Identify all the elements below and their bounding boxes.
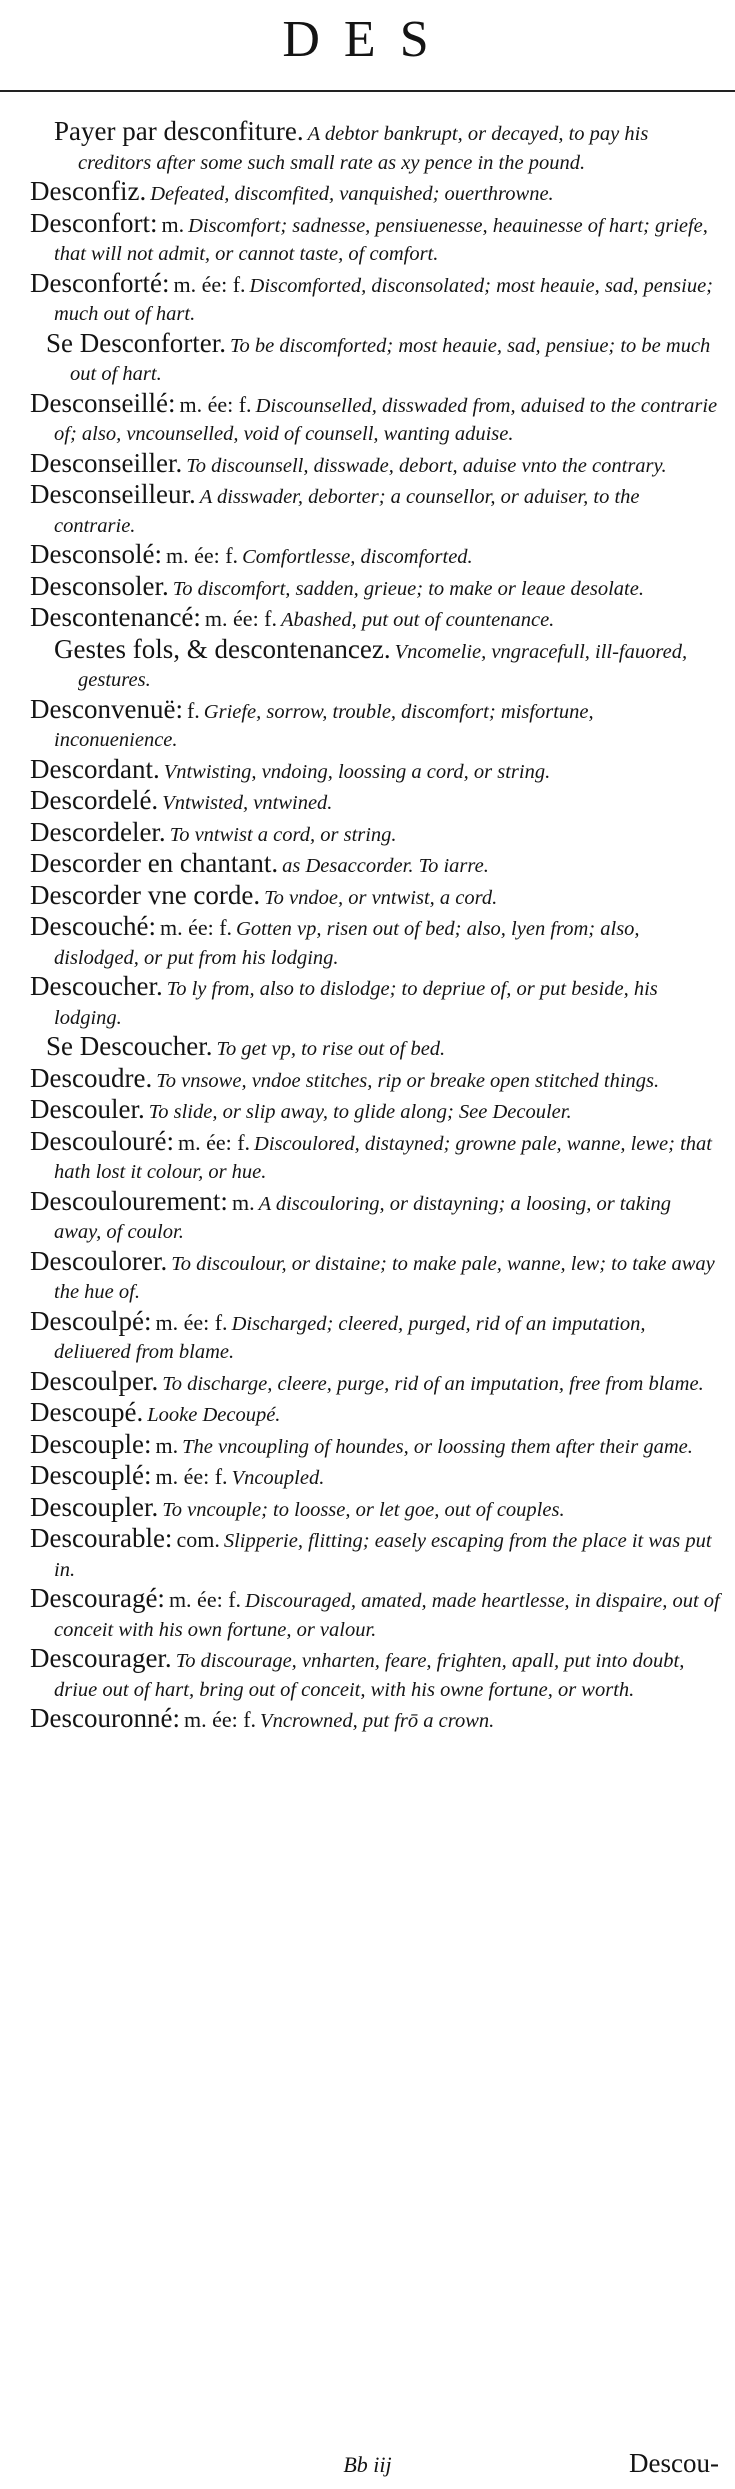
dictionary-entry <box>30 541 720 573</box>
entry-grammar: m. ée: f. <box>183 1707 257 1732</box>
entry-grammar: m. ée: f. <box>168 1587 242 1612</box>
entry-headword: Payer par desconfiture. <box>54 116 304 146</box>
entry-headword: Descouragé: <box>30 1583 165 1613</box>
entry-definition: Discomfort; sadnesse, pensiuenesse, heauinesse of hart; griefe, that will not admit, or cannot taste, of comfort. <box>54 214 708 265</box>
entry-definition: Defeated, discomfited, vanquished; ouerthrowne. <box>150 183 554 205</box>
dictionary-entry <box>30 207 720 270</box>
entry-headword: Desconsoler. <box>30 570 169 601</box>
dictionary-entry <box>30 633 720 696</box>
entry-definition: Discounselled, disswaded from, aduised to the contrarie of; also, vncounselled, void of counsell, wanting aduise. <box>54 394 718 445</box>
catchword: Descou- <box>629 2448 719 2478</box>
entry-headword: Desconfiz. <box>30 176 147 206</box>
entry-headword: Gestes fols, & descontenancez. <box>54 633 391 664</box>
entry-grammar: m. ée: f. <box>155 1464 228 1489</box>
dictionary-entry <box>30 570 720 605</box>
entry-definition: Griefe, sorrow, trouble, discomfort; misfortune, inconuenience. <box>54 700 594 751</box>
entry-definition: as Desaccorder. To iarre. <box>282 855 489 877</box>
entry-definition: Discomforted, disconsolated; most heauie, sad, pensiue; much out of hart. <box>54 274 714 325</box>
dictionary-entry <box>30 1525 720 1585</box>
entry-headword: Se Desconforter. <box>46 327 226 358</box>
entry-grammar: m. ée: f. <box>204 606 278 631</box>
dictionary-entry <box>30 1645 720 1705</box>
entry-headword: Desconseiller. <box>30 447 183 478</box>
entry-definition: Vncomelie, vngracefull, ill-fauored, gestures. <box>78 640 688 691</box>
entry-headword: Descoucher. <box>30 971 163 1001</box>
dictionary-entry <box>30 913 720 973</box>
entry-headword: Descouler. <box>30 1094 145 1124</box>
dictionary-entry <box>30 387 720 450</box>
entry-definition: To discharge, cleere, purge, rid of an imputation, free from blame. <box>162 1372 704 1395</box>
dictionary-entry <box>30 753 720 788</box>
entry-definition: To vndoe, or vntwist, a cord. <box>264 886 498 909</box>
entry-headword: Descoulourement: <box>30 1185 228 1216</box>
dictionary-entry <box>30 1185 720 1248</box>
dictionary-entries <box>30 118 720 1737</box>
entry-headword: Desconfort: <box>30 207 158 238</box>
entry-definition: To vntwist a cord, or string. <box>169 823 397 846</box>
entry-definition: To discoulour, or distaine; to make pale, wanne, lew; to take away the hue of. <box>54 1252 715 1303</box>
dictionary-entry <box>30 118 720 178</box>
entry-definition: Gotten vp, risen out of bed; also, lyen from; also, dislodged, or put from his lodging. <box>54 918 640 969</box>
dictionary-entry <box>30 1365 720 1400</box>
entry-definition: To vncouple; to loosse, or let goe, out of couples. <box>162 1498 565 1521</box>
entry-headword: Desconseilleur. <box>30 479 196 509</box>
dictionary-entry <box>30 693 720 756</box>
entry-headword: Descouché: <box>30 911 156 941</box>
entry-grammar: m. ée: f. <box>177 1129 251 1155</box>
entry-definition: Comfortlesse, discomforted. <box>242 546 473 568</box>
dictionary-entry <box>30 1125 720 1188</box>
entry-definition: The vncoupling of houndes, or loossing them after their game. <box>182 1435 693 1458</box>
running-head: DES <box>282 11 453 68</box>
dictionary-entry <box>30 447 720 482</box>
entry-headword: Descontenancé: <box>30 602 201 632</box>
entry-grammar: com. <box>176 1527 220 1552</box>
entry-headword: Descoudre. <box>30 1062 153 1093</box>
entry-grammar: m. ée: f. <box>179 391 252 417</box>
entry-grammar: m. ée: f. <box>155 1309 228 1335</box>
entry-headword: Descorder vne corde. <box>30 879 261 910</box>
entry-headword: Descouplé: <box>30 1460 152 1490</box>
entry-headword: Descoupler. <box>30 1491 159 1522</box>
entry-headword: Descorder en chantant. <box>30 848 279 878</box>
entry-headword: Descoulper. <box>30 1365 159 1396</box>
dictionary-entry <box>30 1428 720 1463</box>
entry-definition: Discouraged, amated, made heartlesse, in dispaire, out of conceit with his own fortune, or valour. <box>54 1590 720 1641</box>
dictionary-entry <box>30 1705 720 1737</box>
entry-grammar: m. <box>161 211 185 237</box>
entry-headword: Descoulouré: <box>30 1125 174 1156</box>
entry-definition: Vntwisted, vntwined. <box>162 792 333 814</box>
dictionary-entry <box>30 1399 720 1431</box>
entry-headword: Desconsolé: <box>30 539 162 569</box>
entry-headword: Descoulorer. <box>30 1245 168 1276</box>
entry-headword: Descordeler. <box>30 816 166 847</box>
entry-grammar: m. ée: f. <box>165 543 239 568</box>
entry-definition: To get vp, to rise out of bed. <box>216 1038 446 1060</box>
dictionary-entry <box>30 1033 720 1065</box>
entry-headword: Descoulpé: <box>30 1305 152 1336</box>
entry-headword: Descourager. <box>30 1643 172 1673</box>
entry-headword: Desconseillé: <box>30 387 176 418</box>
entry-definition: A disswader, deborter; a counsellor, or aduiser, to the contrarie. <box>54 486 640 537</box>
entry-definition: Vncrowned, put frō a crown. <box>260 1710 495 1732</box>
dictionary-entry <box>30 1585 720 1645</box>
page-header <box>0 0 735 95</box>
entry-definition: To discounsell, disswade, debort, aduise vnto the contrary. <box>186 454 667 477</box>
entry-definition: To ly from, also to dislodge; to depriue of, or put beside, his lodging. <box>54 978 658 1029</box>
entry-headword: Descouronné: <box>30 1703 180 1733</box>
dictionary-entry <box>30 973 720 1033</box>
entry-definition: A discouloring, or distayning; a loosing, or taking away, of coulor. <box>54 1192 672 1243</box>
entry-definition: Discoulored, distayned; growne pale, wanne, lewe; that hath lost it colour, or hue. <box>54 1132 712 1183</box>
entry-headword: Descourable: <box>30 1523 173 1553</box>
dictionary-entry <box>30 604 720 636</box>
entry-definition: To discomfort, sadden, grieue; to make or leaue desolate. <box>172 577 644 600</box>
entry-definition: To slide, or slip away, to glide along; See Decouler. <box>148 1101 572 1123</box>
entry-definition: Vncoupled. <box>231 1467 325 1489</box>
entry-definition: Abashed, put out of countenance. <box>281 609 555 631</box>
entry-definition: To be discomforted; most heauie, sad, pensiue; to be much out of hart. <box>70 334 711 385</box>
entry-grammar: m. <box>155 1432 179 1458</box>
dictionary-entry <box>30 879 720 914</box>
dictionary-entry <box>30 481 720 541</box>
dictionary-entry <box>30 267 720 330</box>
dictionary-entry <box>30 327 720 390</box>
dictionary-entry <box>30 816 720 851</box>
signature-mark: Bb iij <box>343 2452 392 2477</box>
dictionary-entry <box>30 1062 720 1097</box>
entry-definition: To discourage, vnharten, feare, frighten, apall, put into doubt, driue out of hart, bring out of conceit, with his owne fortune, or worth. <box>54 1650 685 1701</box>
entry-headword: Se Descoucher. <box>46 1031 213 1061</box>
entry-headword: Descouple: <box>30 1428 152 1459</box>
entry-headword: Descordelé. <box>30 785 159 815</box>
dictionary-entry <box>30 1096 720 1128</box>
header-rule <box>0 90 735 92</box>
entry-headword: Descordant. <box>30 753 160 784</box>
entry-definition: Vntwisting, vndoing, loossing a cord, or string. <box>163 760 551 783</box>
entry-grammar: m. ée: f. <box>159 915 233 940</box>
entry-definition: Looke Decoupé. <box>147 1404 281 1426</box>
dictionary-entry <box>30 1245 720 1308</box>
page-footer <box>0 2448 735 2484</box>
entry-grammar: m. <box>231 1189 255 1215</box>
entry-headword: Desconvenuë: <box>30 693 183 724</box>
entry-definition: To vnsowe, vndoe stitches, rip or breake open stitched things. <box>156 1069 660 1092</box>
entry-definition: A debtor bankrupt, or decayed, to pay his creditors after some such small rate as xy pence in the pound. <box>78 123 649 174</box>
entry-headword: Desconforté: <box>30 267 170 298</box>
entry-headword: Descoupé. <box>30 1397 144 1427</box>
entry-grammar: m. ée: f. <box>173 271 246 297</box>
dictionary-entry <box>30 850 720 882</box>
entry-definition: Discharged; cleered, purged, rid of an imputation, deliuered from blame. <box>54 1312 646 1363</box>
dictionary-entry <box>30 178 720 210</box>
dictionary-entry <box>30 1305 720 1368</box>
entry-grammar: f. <box>186 697 200 723</box>
entry-definition: Slipperie, flitting; easely escaping from the place it was put in. <box>54 1530 712 1581</box>
dictionary-entry <box>30 1491 720 1526</box>
dictionary-entry <box>30 1462 720 1494</box>
dictionary-entry <box>30 787 720 819</box>
